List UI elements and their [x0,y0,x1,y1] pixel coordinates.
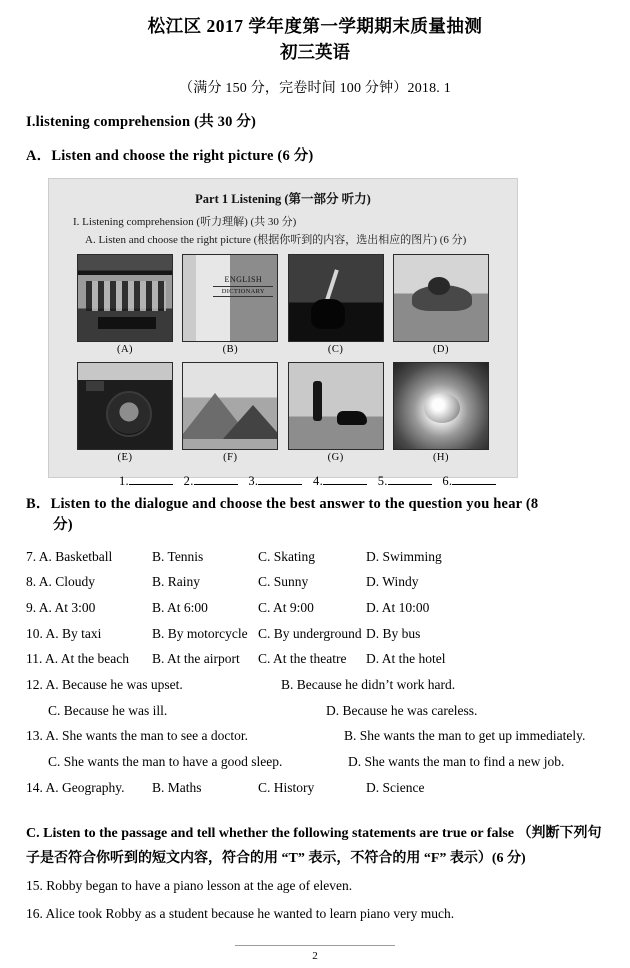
option-c: C. She wants the man to have a good sleep. [48,753,283,769]
option-c: C. Because he was ill. [48,702,168,718]
option-b: B. At the airport [152,651,240,667]
question-number-and-option-a: 14. A. Geography. [26,779,125,795]
option-b: B. Because he didn’t work hard. [281,676,456,692]
page-subtitle: 初三英语 [280,42,350,63]
answer-blank-6: 6. [442,473,507,489]
shop-front-photo [77,254,173,342]
option-c: C. At the theatre [258,651,347,667]
picture-cell [182,362,278,463]
option-b: B. Maths [152,779,202,795]
fishing-man-photo [288,254,384,342]
picture-cell [77,362,173,463]
answer-blank-row [119,473,507,489]
picture-cell [288,254,384,355]
picture-cell [393,362,489,463]
answer-blank-5: 5. [378,473,443,489]
scan-title: Part 1 Listening (第一部分 听力) [195,191,371,206]
question-row-9 [26,595,604,621]
question-number-and-option-a: 11. A. At the beach [26,651,129,667]
walking-dog-photo [288,362,384,450]
question-row-12 [26,672,604,698]
picture-label: (D) [432,343,450,355]
question-row-10 [26,621,604,647]
option-c: C. Sunny [258,574,309,590]
scanned-listening-image [48,178,518,488]
question-list-b [26,544,604,800]
english-dictionary-photo [182,254,278,342]
question-row-13-continued [26,749,604,775]
section-b-heading [26,492,604,534]
section-a-heading: A．Listen and choose the right picture (6 分) [26,147,314,164]
camera-photo [77,362,173,450]
section-b-heading-line2: 分) [53,516,73,533]
picture-label: (G) [327,451,344,463]
option-c: C. At 9:00 [258,600,314,616]
question-number-and-option-a: 12. A. Because he was upset. [26,676,183,692]
page-title: 松江区 2017 学年度第一学期期末质量抽测 [147,16,483,36]
option-b: B. Rainy [152,574,201,590]
option-d: D. Windy [366,574,419,590]
question-number-and-option-a: 9. A. At 3:00 [26,600,96,616]
sleeping-person-photo [393,254,489,342]
statement-16: 16. Alice took Robby as a student because he wanted to learn piano very much. [26,906,455,922]
question-number-and-option-a: 10. A. By taxi [26,625,102,641]
footer-divider [0,945,630,946]
option-d: D. Because he was careless. [326,702,478,718]
answer-blank-3: 3. [248,473,313,489]
picture-label: (E) [117,451,133,463]
cat-face-photo [393,362,489,450]
picture-label: (C) [327,343,344,355]
option-c: C. Skating [258,548,316,564]
option-c: C. History [258,779,315,795]
exam-meta: （满分 150 分，完卷时间 100 分钟）2018. 1 [179,80,451,96]
mountain-photo [182,362,278,450]
picture-cell [182,254,278,355]
question-row-7 [26,544,604,570]
option-d: D. At the hotel [366,651,446,667]
page-number: 2 [312,950,318,962]
picture-cell [393,254,489,355]
answer-blank-1: 1. [119,473,184,489]
question-number-and-option-a: 8. A. Cloudy [26,574,96,590]
option-d: D. At 10:00 [366,600,430,616]
section-c-heading: C. Listen to the passage and tell whether the following statements are true or false （判断下列句子是否符合你听到的短文内容，符合的用 “T” 表示，不符合的用 “F” 表示）(6 分) [26,826,602,866]
picture-row-top [59,254,507,355]
option-b: B. By motorcycle [152,625,248,641]
picture-row-bottom [59,362,507,463]
option-b: B. At 6:00 [152,600,208,616]
question-number-and-option-a: 13. A. She wants the man to see a doctor. [26,728,248,744]
question-row-11 [26,646,604,672]
question-row-13 [26,723,604,749]
option-d: D. She wants the man to find a new job. [348,753,565,769]
section-b-heading-line1: B．Listen to the dialogue and choose the best answer to the question you hear (8 [26,495,539,512]
answer-blank-2: 2. [184,473,249,489]
option-c: C. By underground [258,625,362,641]
part-one-heading: I.listening comprehension (共 30 分) [26,113,257,130]
statement-15: 15. Robby began to have a piano lesson at the age of eleven. [26,878,353,894]
question-number-and-option-a: 7. A. Basketball [26,548,113,564]
picture-label: (F) [223,451,238,463]
picture-cell [77,254,173,355]
question-row-14 [26,775,604,801]
picture-cell [288,362,384,463]
option-b: B. Tennis [152,548,204,564]
option-d: D. Science [366,779,425,795]
option-b: B. She wants the man to get up immediately. [344,728,586,744]
picture-label: (H) [432,451,450,463]
scan-line-1: I. Listening comprehension (听力理解) (共 30 分) [73,215,297,228]
option-d: D. Swimming [366,548,442,564]
scan-line-2: A. Listen and choose the right picture (根据你听到的内容，选出相应的图片) (6 分) [85,233,467,246]
option-d: D. By bus [366,625,421,641]
answer-blank-4: 4. [313,473,378,489]
picture-label: (B) [222,343,239,355]
question-row-8 [26,569,604,595]
question-row-12-continued [26,698,604,724]
picture-label: (A) [116,343,134,355]
